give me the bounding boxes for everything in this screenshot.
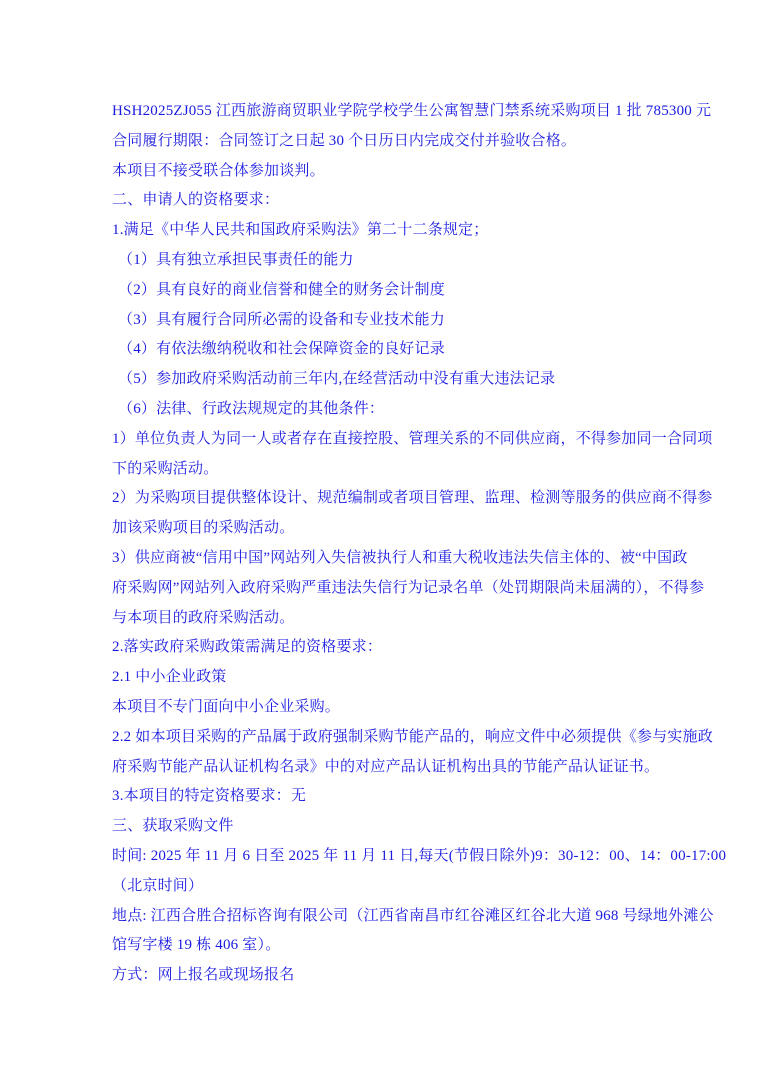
obtain-method-line: 方式：网上报名或现场报名 — [112, 967, 295, 984]
qualification-item-4: （4）有依法缴纳税收和社会保障资金的良好记录 — [118, 341, 445, 358]
section-heading-applicant-qualifications: 二、申请人的资格要求： — [112, 192, 280, 209]
obtain-location-line-1: 地点: 江西合胜合招标咨询有限公司（江西省南昌市红谷滩区红谷北大道 968 号绿地外滩公 — [112, 907, 714, 924]
other-condition-2-line-2: 加该采购项目的采购活动。 — [112, 520, 295, 537]
other-condition-1-line-1: 1）单位负责人为同一人或者存在直接控股、管理关系的不同供应商，不得参加同一合同项 — [112, 430, 713, 447]
contract-period-line: 合同履行期限：合同签订之日起 30 个日历日内完成交付并验收合格。 — [112, 132, 577, 149]
other-condition-2-line-1: 2）为采购项目提供整体设计、规范编制或者项目管理、监理、检测等服务的供应商不得参 — [112, 490, 713, 507]
section-heading-obtain-documents: 三、获取采购文件 — [112, 818, 234, 835]
consortium-note-line: 本项目不接受联合体参加谈判。 — [112, 162, 325, 179]
project-title-line: HSH2025ZJ055 江西旅游商贸职业学院学校学生公寓智慧门禁系统采购项目 1 批 785300 元 — [112, 103, 712, 119]
qualification-item-6: （6）法律、行政法规规定的其他条件： — [118, 400, 385, 417]
qualification-item-2: （2）具有良好的商业信誉和健全的财务会计制度 — [118, 281, 445, 298]
other-condition-1-line-2: 下的采购活动。 — [112, 460, 219, 477]
sme-policy-note: 本项目不专门面向中小企业采购。 — [112, 698, 341, 715]
document-page — [112, 97, 727, 991]
requirement-2-2-energy-saving-line-1: 2.2 如本项目采购的产品属于政府强制采购节能产品的，响应文件中必须提供《参与实施政 — [112, 728, 713, 745]
requirement-2-2-energy-saving-line-2: 府采购节能产品认证机构名录》中的对应产品认证机构出具的节能产品认证证书。 — [112, 758, 660, 775]
requirement-2-policy-heading: 2.落实政府采购政策需满足的资格要求： — [112, 639, 383, 656]
other-condition-3-line-3: 与本项目的政府采购活动。 — [112, 609, 295, 626]
qualification-item-3: （3）具有履行合同所必需的设备和专业技术能力 — [118, 311, 445, 328]
obtain-location-line-2: 馆写字楼 19 栋 406 室）。 — [112, 937, 281, 954]
obtain-time-line-2: （北京时间） — [112, 877, 204, 894]
qualification-item-5: （5）参加政府采购活动前三年内,在经营活动中没有重大违法记录 — [118, 371, 556, 388]
requirement-3-specific: 3.本项目的特定资格要求：无 — [112, 788, 307, 805]
obtain-time-line-1: 时间: 2025 年 11 月 6 日至 2025 年 11 月 11 日,每天(节假日除外)9：30-12：00、14：00-17:00 — [112, 847, 727, 864]
other-condition-3-line-1: 3）供应商被“信用中国”网站列入失信被执行人和重大税收违法失信主体的、被“中国政 — [112, 549, 688, 566]
qualification-item-1: （1）具有独立承担民事责任的能力 — [118, 251, 354, 268]
requirement-1-law-article22: 1.满足《中华人民共和国政府采购法》第二十二条规定； — [112, 222, 489, 239]
other-condition-3-line-2: 府采购网”网站列入政府采购严重违法失信行为记录名单（处罚期限尚未届满的），不得参 — [112, 579, 705, 596]
requirement-2-1-sme-policy: 2.1 中小企业政策 — [112, 669, 227, 686]
